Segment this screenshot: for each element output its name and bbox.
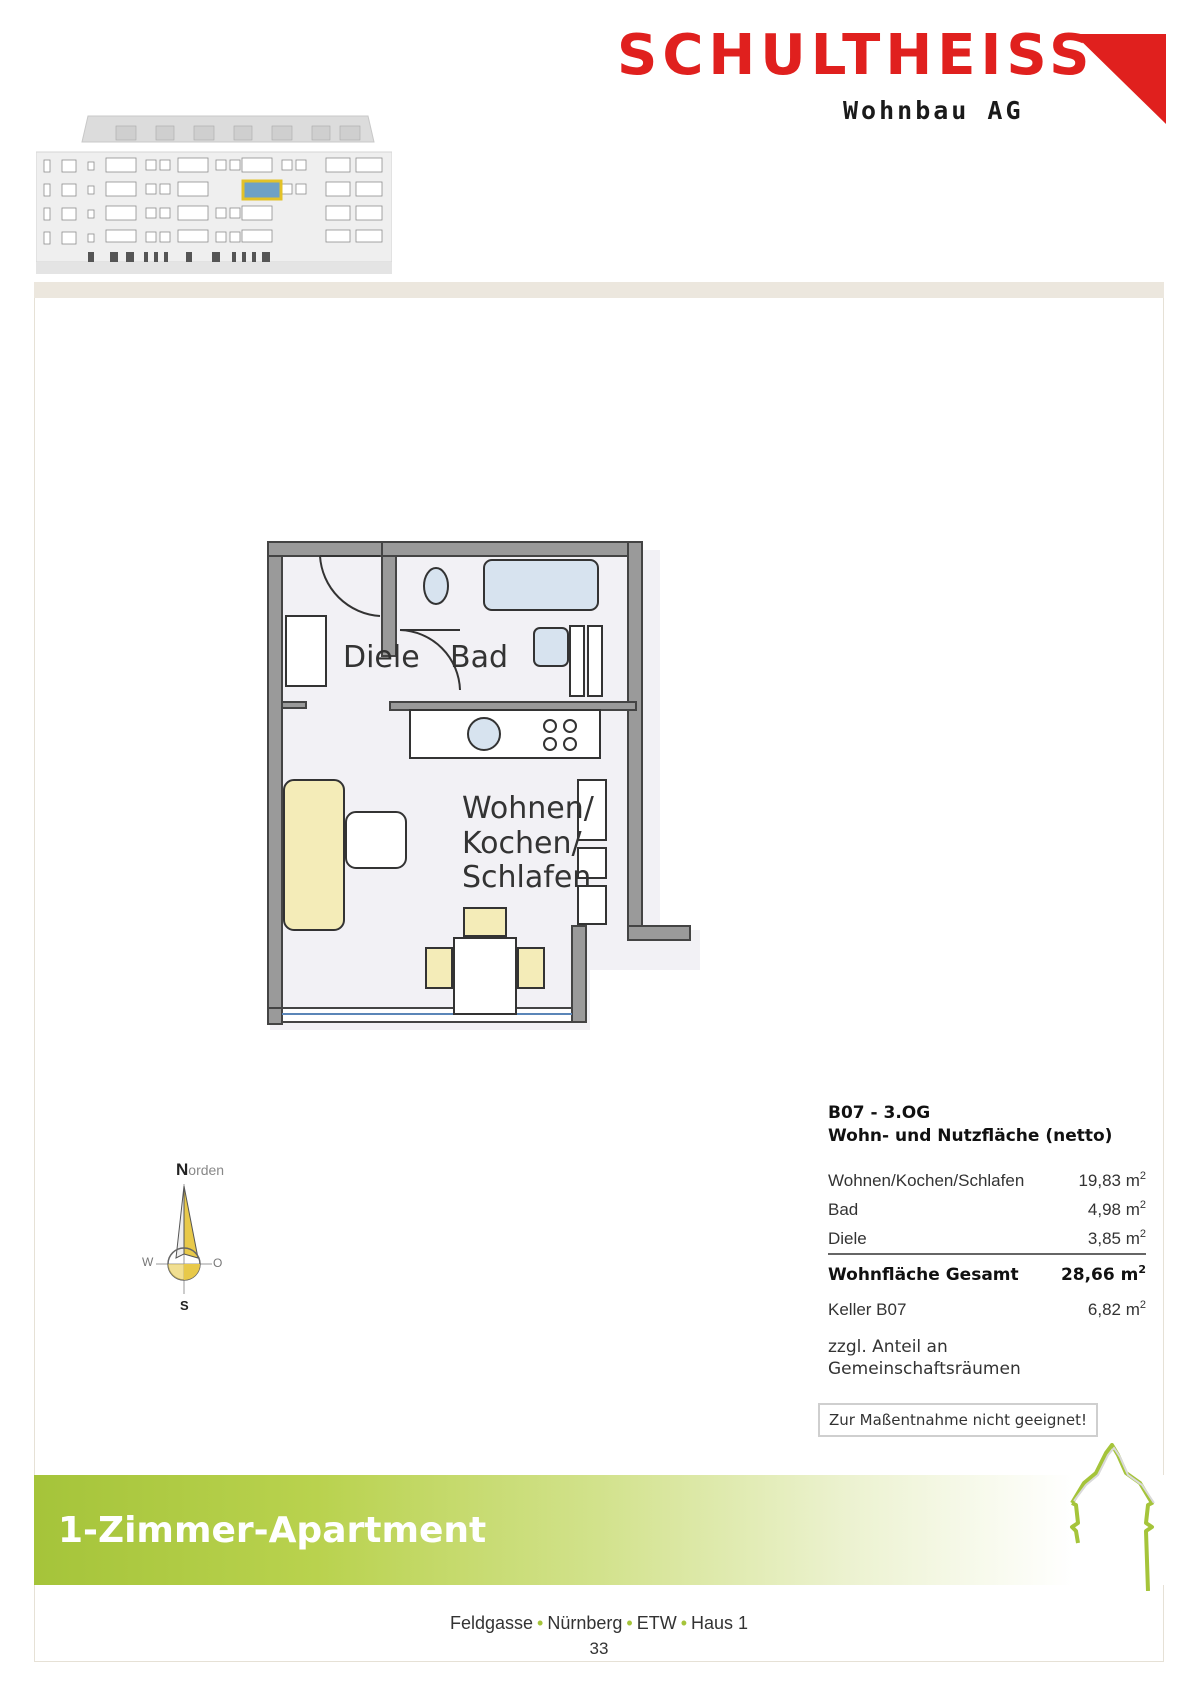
tower-icon xyxy=(1062,1443,1158,1591)
compass-north-label: Norden xyxy=(176,1160,225,1179)
header-divider xyxy=(34,282,1164,298)
area-total-value: 28,66 $m^2$ xyxy=(1060,1263,1146,1285)
footer-street: Feldgasse xyxy=(449,1613,534,1633)
area-row xyxy=(828,1166,1146,1195)
floor-plan-drawing xyxy=(230,530,710,1040)
area-row-value: 4,98 $m^2$ xyxy=(1087,1198,1146,1219)
cellar-label: Keller B07 xyxy=(828,1299,907,1319)
area-row-value: 19,83 $m^2$ xyxy=(1078,1169,1146,1190)
project-location xyxy=(34,1613,1164,1634)
compass-south-label: S xyxy=(180,1298,189,1313)
room-label-diele: Diele xyxy=(343,640,420,675)
area-row-name: Bad xyxy=(828,1199,859,1219)
unit-id: B07 - 3.OG xyxy=(828,1103,931,1123)
footer-type: ETW xyxy=(636,1613,677,1633)
bullet-icon: • xyxy=(537,1613,544,1633)
brand-triangle-icon xyxy=(1074,34,1166,124)
area-heading: Wohn- und Nutzfläche (netto) xyxy=(828,1126,1113,1146)
compass-west-label: W xyxy=(142,1255,154,1269)
brand-name: SCHULTHEISS xyxy=(617,23,1095,88)
room-label-bad: Bad xyxy=(450,640,509,675)
compass-rose-icon xyxy=(132,1158,242,1318)
measurement-disclaimer: Zur Maßentnahme nicht geeignet! xyxy=(818,1403,1098,1437)
cellar-row xyxy=(828,1295,1146,1324)
area-total-label: Wohnfläche Gesamt xyxy=(828,1265,1019,1285)
room-label-wohnen: Wohnen/ Kochen/ Schlafen xyxy=(462,791,594,895)
area-row-name: Wohnen/Kochen/Schlafen xyxy=(828,1170,1025,1190)
cellar-value: 6,82 $m^2$ xyxy=(1087,1298,1146,1319)
apartment-type-title: 1-Zimmer-Apartment xyxy=(58,1510,487,1551)
compass-east-label: O xyxy=(213,1256,223,1270)
area-total-row xyxy=(828,1253,1146,1295)
brand-subtitle: Wohnbau AG xyxy=(843,96,1024,125)
bullet-icon: • xyxy=(626,1613,633,1633)
shared-rooms-note: zzgl. Anteil an Gemeinschaftsräumen xyxy=(828,1337,1021,1379)
area-row-value: 3,85 $m^2$ xyxy=(1087,1227,1146,1248)
area-table xyxy=(828,1102,1146,1380)
bullet-icon: • xyxy=(680,1613,687,1633)
area-row xyxy=(828,1224,1146,1253)
footer-house: Haus 1 xyxy=(691,1613,749,1633)
building-facade-image xyxy=(36,112,392,274)
area-row xyxy=(828,1195,1146,1224)
footer-city: Nürnberg xyxy=(547,1613,623,1633)
area-row-name: Diele xyxy=(828,1228,867,1248)
page-number: 33 xyxy=(589,1639,609,1658)
